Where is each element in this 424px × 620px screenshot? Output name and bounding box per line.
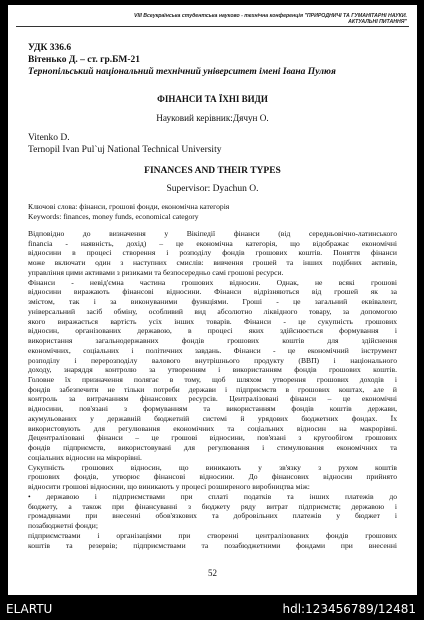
body-line: якого виражається вартість усіх інших товарів. Фінанси - це сукупність грошових — [28, 316, 397, 326]
body-line: коштів та резервів; підприємствами та позабюджетними фондами при внесенні — [28, 540, 397, 550]
author-ua: Вітенько Д. – ст. гр.БМ-21 — [28, 55, 141, 65]
title-en: FINANCES AND THEIR TYPES — [144, 166, 281, 176]
body-line: відносин, організованих державою, в процесі яких здійснюється формування і — [28, 326, 397, 336]
body-line: використовують для регулювання економічних та соціальних відносин на макрорівні. — [28, 423, 397, 433]
body-line: позабюджетні фонди; — [28, 521, 98, 531]
body-line: Фінанси - невід'ємна частина грошових відносин. Однак, не всякі грошові — [28, 277, 397, 287]
conference-header-line: VIII Всеукраїнська студентська науково - технічна конференція "ПРИРОДНИЧІ ТА ГУМАНІТАРНІ НАУКИ. — [134, 13, 407, 19]
body-line: • державою і підприємствами при сплаті податків та інших платежів до — [28, 491, 397, 501]
body-line: використання загальнодержавних фондів грошових коштів для здійснення — [28, 336, 397, 346]
body-line: універсальний засіб обміну, особливий вид абсолютно ліквідного товару, за допомогою — [28, 306, 397, 316]
body-line: доходу, знаряддя контролю за утворенням і використанням фондів грошових коштів. — [28, 365, 397, 375]
body-line: громадянами при внесенні обов'язкових та добровільних платежів у бюджет і — [28, 511, 397, 521]
body-text — [28, 229, 397, 550]
body-line: фондів забезпечити не тільки потреби держави і підприємств в грошових коштах, але й — [28, 384, 397, 394]
conference-header — [18, 13, 407, 25]
body-line: Сукупність грошових відносин, що виникають у зв'язку з рухом коштів — [28, 462, 397, 472]
body-line: акумульованих у державній бюджетній системі й урядових бюджетних фондах. Їх — [28, 413, 397, 423]
university-ua: Тернопільський національний технічний університет імені Івана Пулюя — [28, 67, 336, 77]
body-line: відносини в процесі створення і розподілу фондів грошових коштів. Поняття фінанси — [28, 248, 397, 258]
body-line: розподілу і перерозподілу валового внутрішнього продукту (ВВП) і національного — [28, 355, 397, 365]
supervisor-en: Supervisor: Dyachun O. — [166, 184, 259, 194]
title-ua: ФІНАНСИ ТА ЇХНІ ВИДИ — [157, 94, 268, 104]
body-line: фондів підприємств, використовувані для регулювання і стимулювання економічних та — [28, 443, 397, 453]
keywords-en: Keywords: finances, money funds, economical category — [28, 212, 199, 221]
body-line: підприємствами і організаціями при створенні централізованих фондів грошових — [28, 530, 397, 540]
body-line: економічних, соціальних і політичних завдань. Фінанси - це економічний інструмент — [28, 345, 397, 355]
repository-label: ELARTU — [6, 602, 53, 616]
body-line: відносини, пов'язані з формуванням та використанням фондів коштів держави, — [28, 404, 397, 414]
body-line: бюджету, а також при фінансуванні з бюджету ряду витрат підприємств; державою і — [28, 501, 397, 511]
body-line: соціальних відносин на мікрорівні. — [28, 452, 142, 462]
body-line: відносити грошові відносини, що виникають у процесі розширеного виробництва між: — [28, 482, 310, 492]
body-line: контроль за витрачанням фінансових ресурсів. Централізовані фінанси – це економічні — [28, 394, 397, 404]
header-divider — [16, 26, 409, 27]
page-number: 52 — [208, 568, 217, 578]
university-en: Ternopil Ivan Pul`uj National Technical University — [28, 145, 222, 155]
body-line: може включати один з наступних смислів: вивчення грошей та інших подібних активів, — [28, 258, 397, 268]
body-line: змістом, так і за виконуваними функціями. Гроші - це загальний еквівалент, — [28, 297, 397, 307]
body-line: financia - наявність, дохід) – це економічна категорія, що відображає економічні — [28, 238, 397, 248]
udc-code: УДК 336.6 — [28, 43, 72, 53]
document-page — [8, 5, 417, 595]
body-line: управління цими активами з ризиками та безпосередньо самі грошові ресурси. — [28, 267, 284, 277]
body-line: Відповідно до визначення у Вікіпедії фінанси (від середньовічно-латинського — [28, 229, 397, 238]
handle-identifier: hdl:123456789/12481 — [282, 602, 416, 616]
body-line: грошових фондів, утворює фінансові відносини. До фінансових відносин прийнято — [28, 472, 397, 482]
body-line: Головне їх призначення полягає в тому, щоб шляхом утворення грошових доходів і — [28, 375, 397, 385]
viewer-footer — [0, 600, 424, 620]
body-line: Децентралізовані фінанси – це грошові відносини, пов'язані з кругообігом грошових — [28, 433, 397, 443]
author-en: Vitenko D. — [28, 133, 70, 143]
keywords-ua: Ключові слова: фінанси, грошові фонди, економічна категорія — [28, 202, 230, 211]
body-line: відносини виражають фінансові відносини. Фінанси відрізняються від грошей як за — [28, 287, 397, 297]
conference-header-line: АКТУАЛЬНІ ПИТАННЯ" — [348, 19, 407, 25]
supervisor-ua: Науковий керівник:Дячун О. — [156, 113, 269, 123]
